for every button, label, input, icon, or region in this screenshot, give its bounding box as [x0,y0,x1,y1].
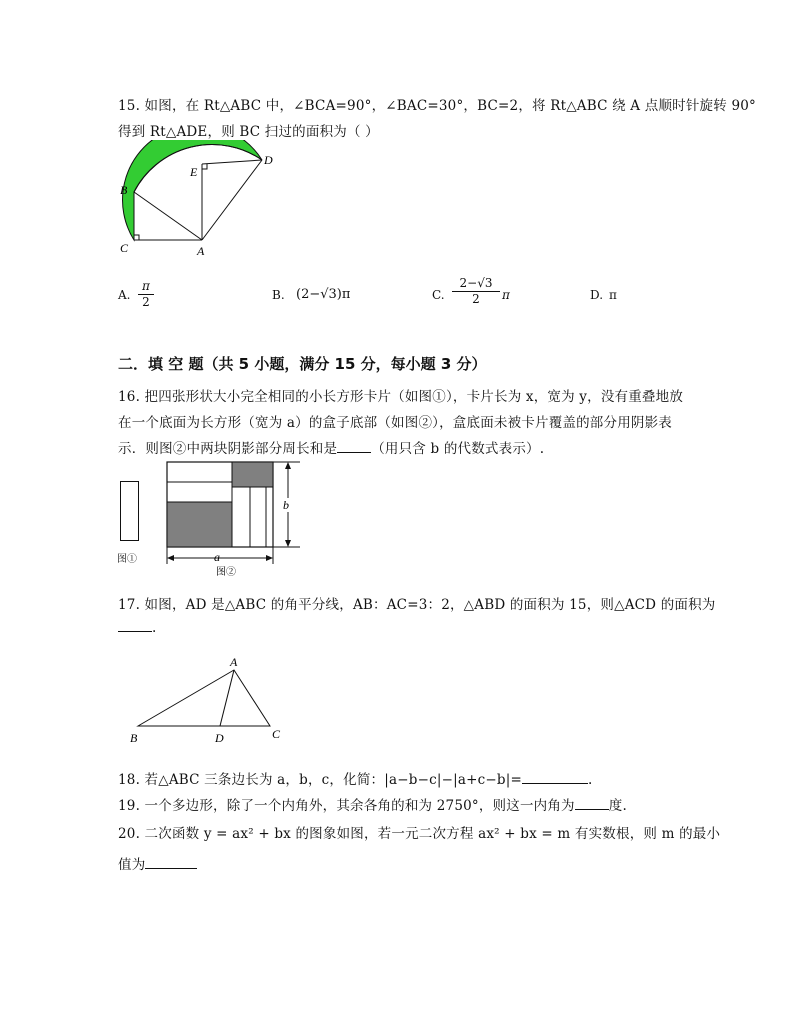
q16-line3-end: （用只含 b 的代数式表示）. [371,441,545,457]
q16-box-figure [160,458,308,580]
q16-label-b: b [283,498,289,512]
q15-option-c-den: 2 [472,292,480,306]
q15-figure [112,140,292,262]
q19-answer-blank [575,797,609,810]
q17-label-A: A [230,655,238,669]
q20-line1: 20. 二次函数 y = ax² + bx 的图象如图，若一元二次方程 ax² + bx = m 有实数根，则 m 的最小 [118,826,721,842]
q15-label-E: E [190,165,198,179]
q15-option-c-num: 2−√3 [459,276,493,290]
q15-option-b-text: (2−√3)π [296,287,351,302]
q17-line2 [118,619,157,636]
q17-label-C: C [272,727,281,741]
q15-option-a-fraction [138,279,154,309]
q18-end: . [588,772,593,788]
q15-option-a-label: A. [118,288,131,302]
q18-line [118,768,593,788]
q16-line3-start: 示．则图②中两块阴影部分周长和是 [118,441,338,457]
q15-option-c-fraction [452,276,500,306]
q15-label-A: A [197,244,205,258]
q16-line3 [118,437,544,457]
q20-line2 [118,853,197,873]
section-heading: 二．填 空 题（共 5 小题，满分 15 分，每小题 3 分） [118,355,487,373]
q15-line1: 15. 如图，在 Rt△ABC 中，∠BCA=90°，∠BAC=30°，BC=2，将 Rt△ABC 绕 A 点顺时针旋转 90° [118,98,756,114]
q16-card-figure [120,481,139,541]
q17-triangle-figure [122,650,292,746]
q16-line2: 在一个底面为长方形（宽为 a）的盒子底部（如图②），盒底面未被卡片覆盖的部分用阴影表 [118,415,672,431]
q15-label-D: D [264,153,273,167]
q16-shaded-bottom-left [167,502,232,547]
q17-answer-blank [118,619,152,632]
q15-option-d-label: D. [590,288,604,302]
q15-label-B: B [120,183,128,197]
q15-option-a-den: 2 [142,295,150,309]
q15-option-a-num: π [142,279,150,293]
q16-shaded-top-right [232,462,273,487]
q17-line1: 17. 如图，AD 是△ABC 的角平分线，AB：AC=3：2，△ABD 的面积为 15，则△ACD 的面积为 [118,597,716,613]
q16-line1: 16. 把四张形状大小完全相同的小长方形卡片（如图①），卡片长为 x，宽为 y，没有重叠地放 [118,389,684,405]
q15-shaded-region [123,140,262,240]
q15-option-d-text: π [609,288,617,302]
q16-fig2-label: 图② [216,567,236,578]
q19-text: 19. 一个多边形，除了一个内角外，其余各角的和为 2750°，则这一内角为 [118,798,575,814]
q18-answer-blank [522,771,588,784]
q15-label-C: C [120,241,129,255]
q18-text: 18. 若△ABC 三条边长为 a，b，c，化简：|a−b−c|−|a+c−b|= [118,772,522,788]
q16-label-a: a [214,550,220,564]
q19-end: 度. [608,798,627,814]
q20-line2-text: 值为 [118,857,146,873]
q17-label-B: B [130,731,138,745]
q19-line [118,794,627,814]
q17-line2-end: . [152,620,157,636]
q17-label-D: D [215,731,224,745]
q16-fig1-label: 图① [117,554,137,565]
q15-option-b-label: B. [272,288,285,302]
q15-option-c-suffix: π [502,288,510,302]
q20-answer-blank [145,856,197,869]
q16-answer-blank [337,440,371,453]
q15-option-c-label: C. [432,288,445,302]
q15-line2: 得到 Rt△ADE，则 BC 扫过的面积为（ ） [118,124,379,140]
